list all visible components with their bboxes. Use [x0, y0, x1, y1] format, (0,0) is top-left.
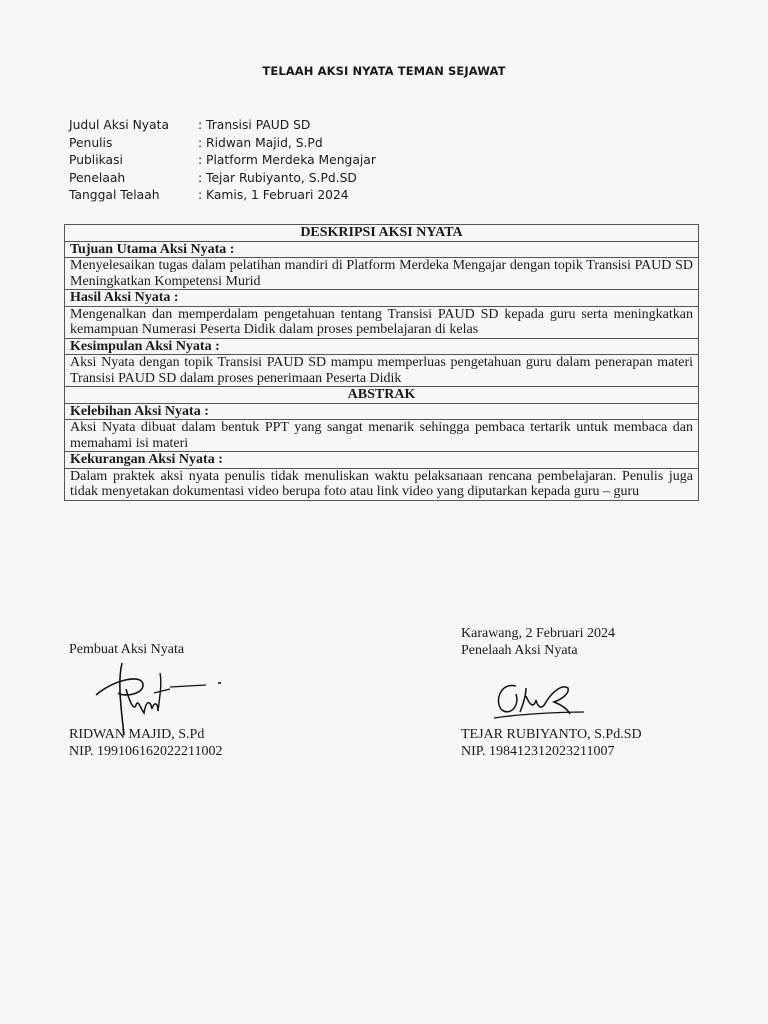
place-date: Karawang, 2 Februari 2024 [461, 626, 615, 641]
kelebihan-text: Aksi Nyata dibuat dalam bentuk PPT yang sangat menarik sehingga pembaca tertarik untuk membaca dan memahami isi materi [65, 420, 699, 452]
reviewer-name: TEJAR RUBIYANTO, S.Pd.SD [461, 727, 642, 742]
reviewer-role: Penelaah Aksi Nyata [461, 643, 578, 658]
meta-label: Judul Aksi Nyata [69, 118, 169, 132]
abstrak-header: ABSTRAK [65, 387, 699, 404]
meta-value: : Tejar Rubiyanto, S.Pd.SD [198, 170, 357, 185]
kesimpulan-text: Aksi Nyata dengan topik Transisi PAUD SD mampu memperluas pengetahuan guru dalam penerapan materi Transisi PAUD SD dalam proses penerimaan Peserta Didik [65, 355, 699, 387]
author-role: Pembuat Aksi Nyata [69, 642, 185, 657]
meta-row-tanggal [69, 187, 376, 205]
meta-row-judul [69, 117, 376, 135]
page-title: TELAAH AKSI NYATA TEMAN SEJAWAT [262, 64, 506, 78]
tujuan-label: Tujuan Utama Aksi Nyata : [65, 241, 699, 258]
reviewer-signature-image [480, 672, 600, 732]
reviewer-nip: NIP. 198412312023211007 [461, 744, 615, 759]
kesimpulan-label: Kesimpulan Aksi Nyata : [65, 338, 699, 355]
meta-value: : Kamis, 1 Februari 2024 [198, 188, 349, 202]
meta-row-penelaah [69, 170, 376, 188]
hasil-label: Hasil Aksi Nyata : [65, 290, 699, 307]
meta-label: Tanggal Telaah [69, 188, 160, 202]
author-nip: NIP. 199106162022211002 [69, 744, 223, 759]
kekurangan-label: Kekurangan Aksi Nyata : [65, 452, 699, 469]
meta-row-penulis [69, 135, 376, 153]
metadata-block [69, 117, 376, 205]
meta-row-publikasi [69, 152, 376, 170]
kelebihan-label: Kelebihan Aksi Nyata : [65, 403, 699, 420]
meta-label: Penulis [69, 135, 113, 150]
meta-value: : Platform Merdeka Mengajar [198, 153, 376, 167]
author-name: RIDWAN MAJID, S.Pd [69, 727, 205, 742]
meta-value: : Transisi PAUD SD [198, 118, 311, 132]
meta-value: : Ridwan Majid, S.Pd [198, 135, 323, 150]
description-header: DESKRIPSI AKSI NYATA [65, 225, 699, 242]
tujuan-text: Menyelesaikan tugas dalam pelatihan mandiri di Platform Merdeka Mengajar dengan topik Transisi PAUD SD Meningkatkan Kompetensi Murid [65, 258, 699, 290]
kekurangan-text: Dalam praktek aksi nyata penulis tidak menuliskan waktu pelaksanaan rencana pembelajaran. Penulis juga tidak menyetakan dokumentasi video berupa foto atau link video yang diputarkan kepada guru – guru [65, 468, 699, 500]
meta-label: Penelaah [69, 170, 126, 185]
hasil-text: Mengenalkan dan memperdalam pengetahuan tentang Transisi PAUD SD kepada guru serta meningkatkan kemampuan Numerasi Peserta Didik dalam proses pembelajaran di kelas [65, 306, 699, 338]
meta-label: Publikasi [69, 153, 123, 167]
review-table [64, 224, 699, 501]
